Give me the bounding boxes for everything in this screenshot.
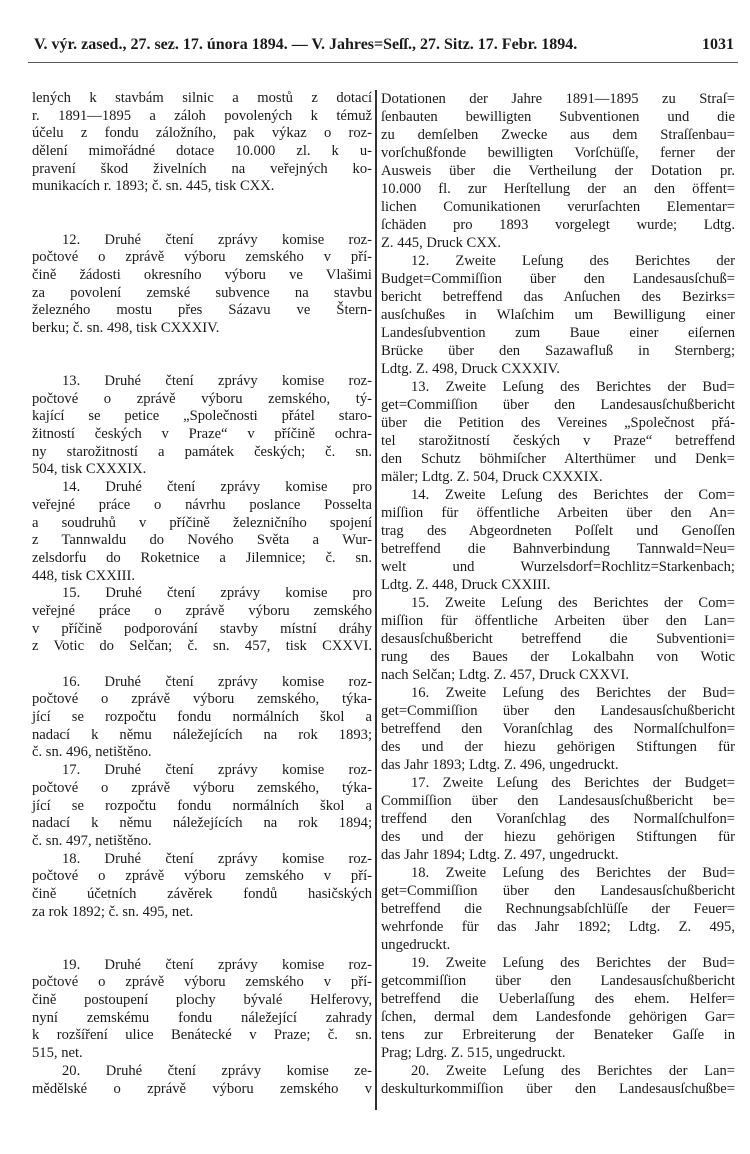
text-line: [32, 373, 372, 391]
line-text: tens zur Erbreiterung der Benateker Gaſſe in: [381, 1027, 735, 1043]
text-line: [32, 267, 372, 285]
text-line: [32, 815, 372, 833]
text-line: [381, 324, 735, 342]
line-text: jící se rozpočtu fondu normálních škol a: [32, 709, 372, 726]
line-text: get=Commiſſion über den Landesausſchußbericht: [381, 397, 735, 413]
text-line: [381, 162, 735, 180]
header-title: V. výr. zased., 27. sez. 17. února 1894. — V. Jahres=Seſſ., 27. Sitz. 17. Febr. 1894.: [34, 36, 578, 53]
line-text: Prag; Ldrg. Z. 515, ungedruckt.: [381, 1045, 566, 1061]
line-text: betreffend die Rechnungsabſchlüſſe der Feuer=: [381, 901, 735, 917]
line-text: des und der hiezu gehörigen Stiftungen für: [381, 739, 735, 755]
line-text: zu demſelben Zwecke aus dem Straſſenbau=: [381, 127, 735, 143]
text-line: [381, 846, 735, 864]
line-text: k rozšíření ulice Benátecké v Praze; č. sn.: [32, 1027, 372, 1044]
blank-line: [32, 656, 372, 674]
line-text: vorſchußfonde bewilligten Vorſchüſſe, ferner der: [381, 145, 735, 161]
text-line: [32, 1010, 372, 1028]
text-line: [32, 762, 372, 780]
line-text: počtové o zprávě výboru zemského, týka-: [32, 779, 372, 796]
line-text: ſchäden pro 1893 vorgelegt wurde; Ldtg.: [381, 217, 735, 233]
line-text: 15. Druhé čtení zprávy komise pro: [62, 585, 372, 602]
line-text: nach Selčan; Ldtg. Z. 457, Druck CXXVI.: [381, 667, 630, 683]
line-text: Z. 445, Druck CXX.: [381, 235, 501, 251]
line-text: 19. Druhé čtení zprávy komise roz-: [62, 956, 372, 973]
line-text: ausſchußes in Wlaſchim um Bewilligung einer: [381, 307, 735, 323]
line-text: Landesſubvention zum Baue einer eiſernen: [381, 325, 735, 341]
text-line: [32, 974, 372, 992]
text-line: [381, 450, 735, 468]
text-line: [381, 936, 735, 954]
text-line: [32, 886, 372, 904]
text-line: [381, 774, 735, 792]
text-line: [32, 957, 372, 975]
text-line: [32, 408, 372, 426]
line-text: 14. Druhé čtení zprávy komise pro: [62, 479, 372, 496]
text-line: [381, 126, 735, 144]
text-line: [381, 702, 735, 720]
text-line: [32, 992, 372, 1010]
line-text: 14. Zweite Leſung des Berichtes der Com=: [411, 487, 735, 503]
text-line: [32, 621, 372, 639]
blank-line: [32, 338, 372, 356]
text-line: [381, 270, 735, 288]
line-text: lených k stavbám silnic a mostů z dotací: [32, 90, 372, 106]
text-line: [32, 904, 372, 922]
line-text: ſchen, dermal dem Landesfonde gehörigen Gar=: [381, 1009, 735, 1025]
text-line: [381, 288, 735, 306]
text-line: [32, 744, 372, 762]
text-line: [381, 540, 735, 558]
line-text: za povolení zemské subvence na stavbu: [32, 284, 372, 301]
line-text: z Tannwaldu do Nového Světa a Wur-: [32, 532, 372, 549]
line-text: zelsdorfu do Roketnice a Jilemnice; č. sn.: [32, 549, 372, 566]
text-line: [32, 780, 372, 798]
line-text: nadací k němu náležejících na rok 1894;: [32, 815, 372, 832]
text-line: [32, 125, 372, 143]
text-line: [381, 864, 735, 882]
line-text: miſſion für öffentliche Arbeiten über den An=: [381, 505, 735, 521]
text-line: [381, 720, 735, 738]
text-line: [32, 143, 372, 161]
text-line: [32, 709, 372, 727]
blank-line: [32, 921, 372, 939]
header-rule: [28, 62, 738, 63]
line-text: 504, tisk CXXXIX.: [32, 461, 147, 478]
text-line: [32, 320, 372, 338]
line-text: kající se petice „Společnosti přátel staro-: [32, 408, 372, 425]
line-text: Ausweis über die Vertheilung der Dotation pr.: [381, 163, 735, 179]
text-line: [32, 585, 372, 603]
line-text: trag des Abgeordneten Poſſelt und Genoſſen: [381, 523, 735, 539]
text-line: [32, 232, 372, 250]
line-text: veřejné práce o návrhu poslance Posselta: [32, 496, 372, 513]
line-text: Brücke über den Sazawafluß in Sternberg;: [381, 343, 735, 359]
text-line: [32, 1045, 372, 1063]
line-text: welt und Wurzelsdorf=Rochlitz=Starkenbach;: [381, 559, 735, 575]
line-text: čině žádosti okresního výboru ve Vlašimi: [32, 266, 372, 283]
text-line: [32, 868, 372, 886]
line-text: za rok 1892; č. sn. 495, net.: [32, 903, 194, 920]
line-text: 16. Zweite Leſung des Berichtes der Bud=: [411, 685, 735, 701]
line-text: 17. Druhé čtení zprávy komise roz-: [62, 762, 372, 779]
line-text: wehrfonde für das Jahr 1892; Ldtg. Z. 495,: [381, 919, 735, 935]
text-line: [381, 684, 735, 702]
text-line: [32, 515, 372, 533]
text-line: [32, 161, 372, 179]
line-text: bericht betreffend das Anſuchen des Bezirks=: [381, 289, 735, 305]
blank-line: [32, 355, 372, 373]
blank-line: [32, 196, 372, 214]
text-line: [381, 1008, 735, 1026]
text-line: [381, 522, 735, 540]
line-text: treffend den Voranſchlag des Normalſchulfon=: [381, 811, 735, 827]
line-text: 18. Druhé čtení zprávy komise roz-: [62, 850, 372, 867]
text-line: [381, 504, 735, 522]
line-text: ny starožitností a památek českých; č. sn.: [32, 443, 372, 460]
text-line: [381, 738, 735, 756]
text-line: [381, 972, 735, 990]
text-line: [32, 249, 372, 267]
text-line: [381, 486, 735, 504]
line-text: 20. Druhé čtení zprávy komise ze-: [62, 1062, 372, 1079]
line-text: das Jahr 1893; Ldtg. Z. 496, ungedruckt.: [381, 757, 619, 773]
text-line: [381, 306, 735, 324]
text-line: [381, 900, 735, 918]
text-line: [381, 810, 735, 828]
text-line: [32, 1081, 372, 1099]
text-line: [381, 882, 735, 900]
line-text: deskulturkommiſſion über den Landesausſchußbe=: [381, 1081, 735, 1097]
line-text: z Votic do Selčan; č. sn. 457, tisk CXXVI.: [32, 638, 372, 655]
text-line: [381, 918, 735, 936]
text-line: [32, 426, 372, 444]
text-line: [32, 1063, 372, 1081]
text-line: [381, 108, 735, 126]
line-text: tel starožitností českých v Praze“ betreffend: [381, 433, 735, 449]
text-line: [32, 1027, 372, 1045]
line-text: 13. Druhé čtení zprávy komise roz-: [62, 373, 372, 389]
text-line: [381, 648, 735, 666]
line-text: veřejné práce o zprávě výboru zemského: [32, 602, 372, 619]
line-text: 17. Zweite Leſung des Berichtes der Budget=: [411, 775, 735, 791]
line-text: über die Petition des Vereines „Společnost přá-: [381, 415, 735, 431]
line-text: počtové o zprávě výboru zemského, tý-: [32, 390, 372, 407]
text-line: [381, 954, 735, 972]
text-line: [381, 216, 735, 234]
german-column: [381, 90, 735, 1098]
blank-line: [32, 214, 372, 232]
line-text: 18. Zweite Leſung des Berichtes der Bud=: [411, 865, 735, 881]
line-text: munikacích r. 1893; č. sn. 445, tisk CXX.: [32, 178, 275, 195]
text-line: [32, 674, 372, 692]
text-line: [381, 756, 735, 774]
line-text: das Jahr 1894; Ldtg. Z. 497, ungedruckt.: [381, 847, 619, 863]
text-line: [381, 594, 735, 612]
text-line: [32, 568, 372, 586]
line-text: Ldtg. Z. 498, Druck CXXXIV.: [381, 361, 560, 377]
line-text: berku; č. sn. 498, tisk CXXXIV.: [32, 319, 220, 336]
text-line: [381, 252, 735, 270]
line-text: 12. Zweite Leſung des Berichtes der: [411, 253, 735, 269]
line-text: 19. Zweite Leſung des Berichtes der Bud=: [411, 955, 735, 971]
text-line: [32, 691, 372, 709]
line-text: lichen Comunikationen verurſachten Elementar=: [381, 199, 735, 215]
text-line: [32, 391, 372, 409]
line-text: č. sn. 496, netištěno.: [32, 744, 152, 761]
line-text: 13. Zweite Leſung des Berichtes der Bud=: [411, 379, 735, 395]
line-text: nyní zemskému fondu náležející zahrady: [32, 1009, 372, 1026]
page-number: 1031: [702, 36, 734, 53]
text-line: [32, 479, 372, 497]
text-line: [381, 612, 735, 630]
line-text: počtové o zprávě výboru zemského v pří-: [32, 974, 372, 991]
text-line: [32, 550, 372, 568]
text-line: [381, 630, 735, 648]
line-text: ſenbauten bewilligten Subventionen und die: [381, 109, 735, 125]
text-line: [32, 727, 372, 745]
line-text: Commiſſion über den Landesausſchußbericht be=: [381, 793, 735, 809]
text-line: [381, 666, 735, 684]
czech-column: [32, 90, 372, 1098]
text-line: [32, 302, 372, 320]
text-line: [32, 497, 372, 515]
line-text: den Schutz böhmiſcher Alterthümer und Denk=: [381, 451, 735, 467]
line-text: ungedruckt.: [381, 937, 451, 953]
text-line: [381, 360, 735, 378]
text-line: [381, 144, 735, 162]
line-text: železného mostu přes Sázavu ve Štern-: [32, 302, 372, 319]
line-text: čině účetních závěrek fondů hasičských: [32, 885, 372, 902]
text-line: [381, 396, 735, 414]
text-line: [381, 792, 735, 810]
line-text: v příčině podporování stavby místní dráhy: [32, 620, 372, 637]
line-text: 15. Zweite Leſung des Berichtes der Com=: [411, 595, 735, 611]
line-text: 16. Druhé čtení zprávy komise roz-: [62, 673, 372, 690]
text-line: [32, 90, 372, 108]
line-text: r. 1891—1895 a záloh povolených k témuž: [32, 107, 372, 124]
line-text: betreffend den Voranſchlag des Normalſchulfon=: [381, 721, 735, 737]
text-line: [32, 833, 372, 851]
text-line: [32, 461, 372, 479]
column-divider: [375, 90, 377, 1110]
text-line: [32, 798, 372, 816]
text-line: [381, 576, 735, 594]
text-line: [381, 342, 735, 360]
text-line: [381, 990, 735, 1008]
line-text: nadací k němu náležejících na rok 1893;: [32, 726, 372, 743]
text-line: [32, 108, 372, 126]
line-text: getcommiſſion über den Landesausſchußbericht: [381, 973, 735, 989]
line-text: žitností českých v Praze“ v příčině ochra-: [32, 426, 372, 443]
line-text: 448, tisk CXXIII.: [32, 567, 135, 584]
text-line: [32, 851, 372, 869]
text-line: [32, 532, 372, 550]
line-text: 515, net.: [32, 1045, 83, 1062]
text-line: [381, 180, 735, 198]
text-line: [381, 1026, 735, 1044]
line-text: dělení mimořádné dotace 10.000 zl. k u-: [32, 143, 372, 160]
text-line: [32, 178, 372, 196]
text-line: [32, 444, 372, 462]
text-line: [381, 1044, 735, 1062]
line-text: 12. Druhé čtení zprávy komise roz-: [62, 231, 372, 248]
line-text: čině postoupení plochy bývalé Helferovy,: [32, 992, 372, 1009]
text-line: [381, 378, 735, 396]
text-line: [381, 1062, 735, 1080]
line-text: č. sn. 497, netištěno.: [32, 832, 152, 849]
line-text: mědělské o zprávě výboru zemského v: [32, 1080, 372, 1097]
line-text: účelu z fondu záložního, pak výkaz o roz-: [32, 125, 372, 142]
line-text: Ldtg. Z. 448, Druck CXXIII.: [381, 577, 551, 593]
text-line: [381, 828, 735, 846]
line-text: počtové o zprávě výboru zemského v pří-: [32, 868, 372, 885]
line-text: get=Commiſſion über den Landesausſchußbericht: [381, 703, 735, 719]
text-line: [381, 468, 735, 486]
blank-line: [32, 939, 372, 957]
text-line: [381, 558, 735, 576]
line-text: jící se rozpočtu fondu normálních škol a: [32, 797, 372, 814]
line-text: počtové o zprávě výboru zemského v pří-: [32, 249, 372, 266]
text-line: [32, 638, 372, 656]
line-text: pravení škod živelních na veřejných ko-: [32, 160, 372, 177]
line-text: desausſchußbericht betreffend die Subventioni=: [381, 631, 735, 647]
line-text: betreffend die Bahnverbindung Tannwald=Neu=: [381, 541, 735, 557]
line-text: mäler; Ldtg. Z. 504, Druck CXXXIX.: [381, 469, 603, 485]
line-text: miſſion für öffentliche Arbeiten über den Lan=: [381, 613, 735, 629]
line-text: rung des Baues der Lokalbahn von Wotic: [381, 649, 735, 665]
line-text: des und der hiezu gehörigen Stiftungen für: [381, 829, 735, 845]
line-text: a soudruhů v příčině železničního spojení: [32, 514, 372, 531]
line-text: Budget=Commiſſion über den Landesausſchuß=: [381, 271, 735, 287]
line-text: get=Commiſſion über den Landesausſchußbericht: [381, 883, 735, 899]
text-line: [381, 234, 735, 252]
line-text: Dotationen der Jahre 1891—1895 zu Straſ=: [381, 91, 735, 107]
line-text: počtové o zprávě výboru zemského, týka-: [32, 691, 372, 708]
text-line: [381, 1080, 735, 1098]
text-line: [381, 432, 735, 450]
text-line: [32, 603, 372, 621]
text-line: [381, 90, 735, 108]
text-line: [32, 285, 372, 303]
running-header: [34, 36, 734, 58]
line-text: 20. Zweite Leſung des Berichtes der Lan=: [411, 1063, 735, 1079]
text-line: [381, 414, 735, 432]
line-text: 10.000 fl. zur Herſtellung der an den öffent=: [381, 181, 735, 197]
text-line: [381, 198, 735, 216]
line-text: betreffend die Ueberlaſſung des ehem. Helfer=: [381, 991, 735, 1007]
